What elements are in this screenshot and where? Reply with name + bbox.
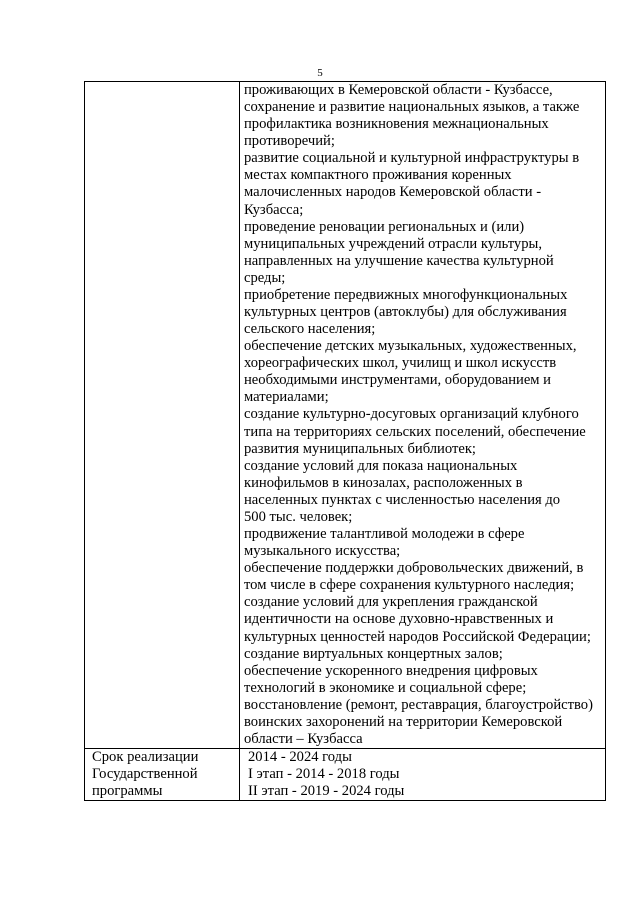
term-label-line: программы bbox=[92, 783, 163, 800]
goals-text-line: Кузбасса; bbox=[244, 201, 304, 218]
goals-text-line: материалами; bbox=[244, 389, 329, 406]
goals-text-line: создание виртуальных концертных залов; bbox=[244, 645, 503, 662]
goals-text-line: восстановление (ремонт, реставрация, благоустройство) bbox=[244, 696, 593, 713]
goals-text-line: необходимыми инструментами, оборудованием и bbox=[244, 372, 551, 389]
goals-text-line: технологий в экономике и социальной сфере; bbox=[244, 679, 527, 696]
goals-text-line: создание культурно-досуговых организаций клубного bbox=[244, 406, 579, 423]
goals-text-line: культурных центров (автоклубы) для обслуживания bbox=[244, 304, 567, 321]
goals-text-line: музыкального искусства; bbox=[244, 543, 401, 560]
term-total-line: 2014 - 2024 годы bbox=[248, 749, 352, 766]
goals-text-line: 500 тыс. человек; bbox=[244, 508, 353, 525]
goals-text-line: приобретение передвижных многофункциональных bbox=[244, 286, 568, 303]
goals-text-line: обеспечение ускоренного внедрения цифровых bbox=[244, 662, 538, 679]
goals-text-line: продвижение талантливой молодежи в сфере bbox=[244, 526, 525, 543]
goals-label-cell bbox=[85, 82, 240, 749]
goals-text-line: направленных на улучшение качества культурной bbox=[244, 252, 554, 269]
term-value-cell bbox=[240, 749, 606, 801]
goals-text-line: проведение реновации региональных и (или) bbox=[244, 218, 525, 235]
goals-text-line: противоречий; bbox=[244, 133, 335, 150]
goals-text-line: создание условий для показа национальных bbox=[244, 457, 518, 474]
goals-text-line: сохранение и развитие национальных языков, а также bbox=[244, 99, 580, 116]
goals-text-line: области – Кузбасса bbox=[244, 730, 363, 747]
goals-text-line: малочисленных народов Кемеровской области - bbox=[244, 184, 542, 201]
term-label-cell bbox=[85, 749, 240, 801]
goals-text-line: населенных пунктах с численностью населения до bbox=[244, 491, 561, 508]
term-label-line: Срок реализации bbox=[92, 749, 199, 766]
goals-text-line: сельского населения; bbox=[244, 321, 376, 338]
goals-text-line: развития муниципальных библиотек; bbox=[244, 440, 476, 457]
term-stage-one-line: I этап - 2014 - 2018 годы bbox=[248, 766, 400, 783]
goals-text-line: культурных ценностей народов Российской Федерации; bbox=[244, 628, 591, 645]
goals-text-line: типа на территориях сельских поселений, обеспечение bbox=[244, 423, 586, 440]
goals-row bbox=[85, 82, 606, 749]
term-label-line: Государственной bbox=[92, 766, 198, 783]
goals-text-line: том числе в сфере сохранения культурного наследия; bbox=[244, 577, 575, 594]
goals-text-line: создание условий для укрепления гражданской bbox=[244, 594, 538, 611]
goals-text-line: воинских захоронений на территории Кемеровской bbox=[244, 713, 563, 730]
term-stage-two-line: II этап - 2019 - 2024 годы bbox=[248, 783, 405, 800]
goals-text-line: среды; bbox=[244, 269, 286, 286]
goals-text-line: муниципальных учреждений отрасли культуры, bbox=[244, 235, 542, 252]
goals-text-line: идентичности на основе духовно-нравственных и bbox=[244, 611, 554, 628]
goals-text-line: обеспечение поддержки добровольческих движений, в bbox=[244, 560, 584, 577]
goals-value-cell bbox=[240, 82, 606, 749]
goals-text-line: развитие социальной и культурной инфраструктуры в bbox=[244, 150, 580, 167]
goals-text-line: кинофильмов в кинозалах, расположенных в bbox=[244, 474, 523, 491]
term-row bbox=[85, 749, 606, 801]
goals-text-line: проживающих в Кемеровской области - Кузбассе, bbox=[244, 82, 553, 98]
program-passport-table bbox=[84, 81, 606, 801]
page-number: 5 bbox=[317, 67, 323, 79]
goals-text-line: местах компактного проживания коренных bbox=[244, 167, 512, 184]
goals-text-line: профилактика возникновения межнациональных bbox=[244, 116, 549, 133]
goals-text-line: хореографических школ, училищ и школ искусств bbox=[244, 355, 557, 372]
goals-text-line: обеспечение детских музыкальных, художественных, bbox=[244, 338, 577, 355]
